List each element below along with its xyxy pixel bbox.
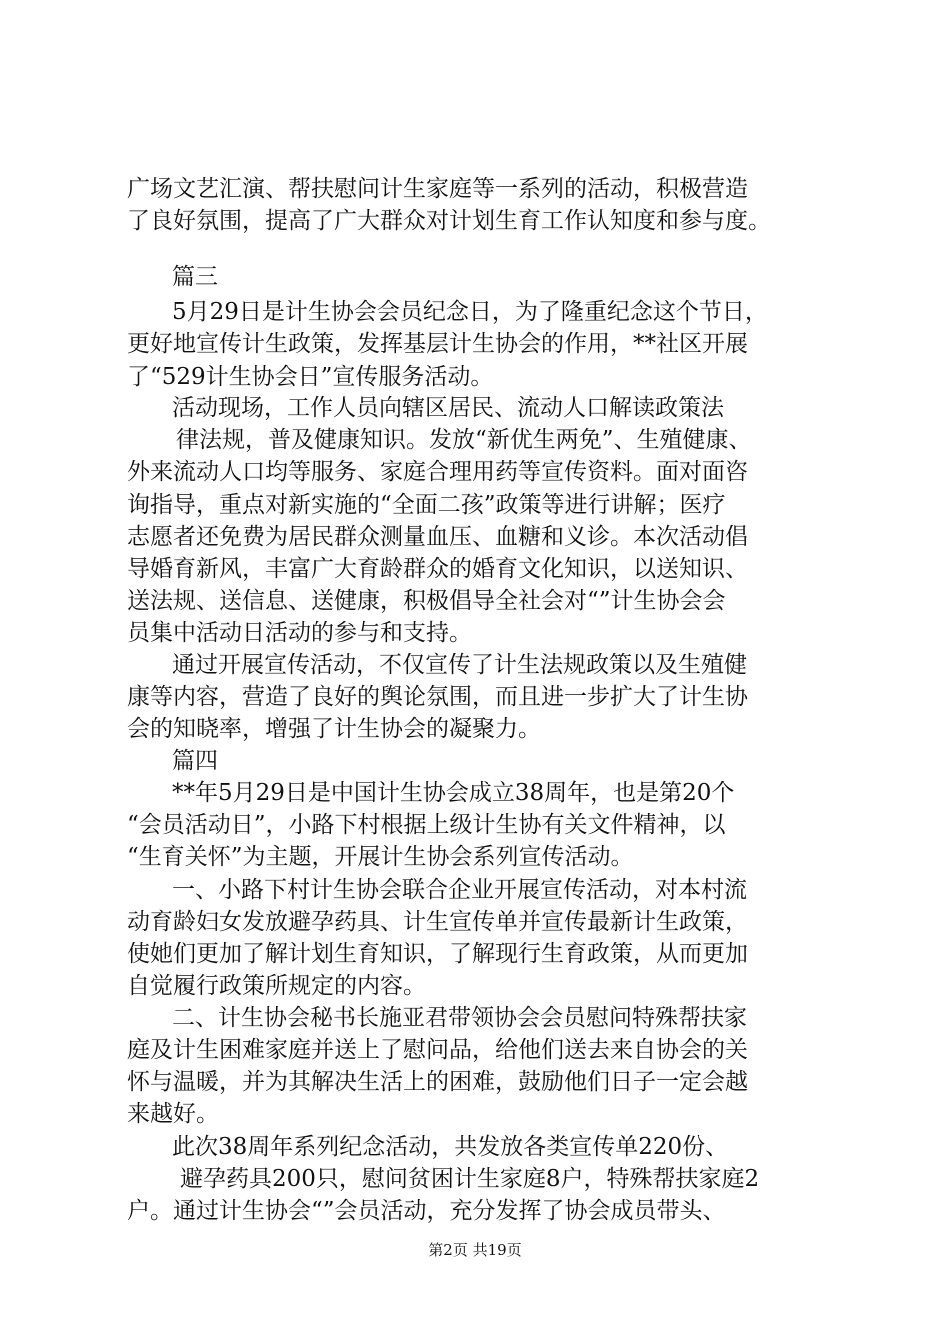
text-line: 更好地宣传计生政策，发挥基层计生协会的作用，**社区开展 <box>127 331 748 357</box>
text-line: 来越好。 <box>127 1101 219 1127</box>
text-line: “生育关怀”为主题，开展计生协会系列宣传活动。 <box>127 844 634 870</box>
text-line: 律法规，普及健康知识。发放“新优生两免”、生殖健康、 <box>176 427 752 453</box>
text-line: 动育龄妇女发放避孕药具、计生宣传单并宣传最新计生政策， <box>127 909 748 935</box>
text-line: “会员活动日”，小路下村根据上级计生协有关文件精神，以 <box>127 812 726 838</box>
text-line: 送法规、送信息、送健康，积极倡导全社会对“”计生协会会 <box>127 588 726 614</box>
text-line: 广场文艺汇演、帮扶慰问计生家庭等一系列的活动，积极营造 <box>127 176 748 202</box>
text-line: 此次38周年系列纪念活动，共发放各类宣传单220份、 <box>172 1134 729 1160</box>
text-line: 5月29日是计生协会会员纪念日，为了隆重纪念这个节日， <box>172 299 768 325</box>
section-heading: 篇三 <box>172 264 218 290</box>
text-line: 二、计生协会秘书长施亚君带领协会会员慰问特殊帮扶家 <box>172 1005 747 1031</box>
text-line: 导婚育新风，丰富广大育龄群众的婚育文化知识，以送知识、 <box>127 556 748 582</box>
text-line: 庭及计生困难家庭并送上了慰问品，给他们送去来自协会的关 <box>127 1037 748 1063</box>
text-line: 活动现场，工作人员向辖区居民、流动人口解读政策法 <box>172 395 724 421</box>
text-line: 通过开展宣传活动，不仅宣传了计生法规政策以及生殖健 <box>172 652 747 678</box>
text-line: 使她们更加了解计划生育知识，了解现行生育政策，从而更加 <box>127 941 748 967</box>
text-line: 一、小路下村计生协会联合企业开展宣传活动，对本村流 <box>172 877 747 903</box>
text-line: 康等内容，营造了良好的舆论氛围，而且进一步扩大了计生协 <box>127 684 748 710</box>
text-line: 询指导，重点对新实施的“全面二孩”政策等进行讲解；医疗 <box>127 492 726 518</box>
section-heading: 篇四 <box>172 748 218 774</box>
text-line: 户。通过计生协会“”会员活动，充分发挥了协会成员带头、 <box>127 1198 726 1224</box>
text-line: 员集中活动日活动的参与和支持。 <box>127 620 472 646</box>
text-line: 志愿者还免费为居民群众测量血压、血糖和义诊。本次活动倡 <box>127 524 748 550</box>
text-line: 了良好氛围，提高了广大群众对计划生育工作认知度和参与度。 <box>127 208 771 234</box>
text-line: 了“529计生协会日”宣传服务活动。 <box>127 364 494 390</box>
text-line: 会的知晓率，增强了计生协会的凝聚力。 <box>127 716 541 742</box>
text-line: 自觉履行政策所规定的内容。 <box>127 973 426 999</box>
text-line: **年5月29日是中国计生协会成立38周年，也是第20个 <box>172 780 735 806</box>
text-line: 怀与温暖，并为其解决生活上的困难，鼓励他们日子一定会越 <box>127 1069 748 1095</box>
text-line: 避孕药具200只，慰问贫困计生家庭8户，特殊帮扶家庭2 <box>180 1166 760 1192</box>
text-line: 外来流动人口均等服务、家庭合理用药等宣传资料。面对面咨 <box>127 459 748 485</box>
page-number-footer: 第2页 共19页 <box>428 1241 522 1259</box>
